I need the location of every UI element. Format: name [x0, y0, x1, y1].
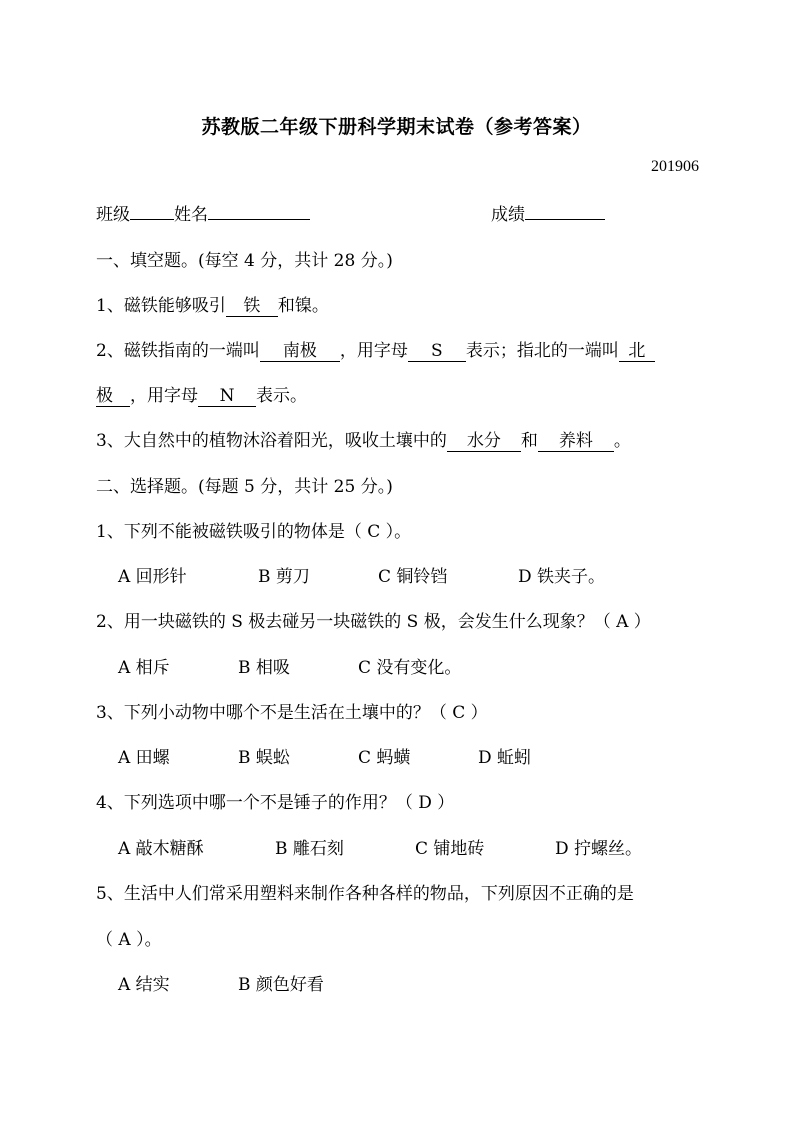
choice-question-5-cont: （ A ）。: [96, 930, 162, 950]
option-b: B 相吸: [238, 658, 290, 678]
choice-question-2: 2、用一块磁铁的 S 极去碰另一块磁铁的 S 极，会发生什么现象？（ A ）: [96, 612, 651, 632]
q2-text-mid3: ，用字母: [130, 386, 198, 406]
score-field[interactable]: [525, 219, 605, 220]
option-a: A 结实: [118, 975, 170, 995]
page-title: 苏教版二年级下册科学期末试卷（参考答案）: [201, 116, 592, 138]
q2-answer-4: N: [198, 386, 256, 407]
choice-options-5: [118, 973, 324, 997]
choice-question-1: 1、下列不能被磁铁吸引的物体是（ C ）。: [96, 522, 412, 542]
option-d: D 拧螺丝。: [555, 839, 643, 859]
option-a: A 田螺: [118, 748, 170, 768]
q1-answer: 铁: [226, 296, 278, 317]
option-a: A 回形针: [118, 567, 187, 587]
q2-text-mid1: ，用字母: [339, 341, 408, 361]
fill-question-3: [96, 429, 699, 453]
choice-options-3: [118, 746, 531, 770]
q2-text-mid2: 表示；指北的一端叫: [465, 341, 619, 361]
q2-answer-3a: 北: [619, 341, 655, 362]
score-group: [491, 203, 605, 227]
q3-text-mid: 和: [520, 431, 538, 451]
option-c: C 蚂蟥: [358, 748, 411, 768]
q2-text-end: 表示。: [256, 386, 307, 406]
q3-answer-2: 养料: [538, 431, 614, 452]
class-label: 班级: [96, 205, 130, 225]
exam-code: 201906: [651, 158, 699, 175]
choice-options-2: [118, 656, 461, 680]
q3-text-end: 。: [613, 431, 631, 451]
fill-question-2-cont: [96, 384, 699, 408]
q2-text: 2、磁铁指南的一端叫: [96, 341, 260, 361]
option-b: B 雕石刻: [275, 839, 344, 859]
choice-question-5: 5、生活中人们常采用塑料来制作各种各样的物品，下列原因不正确的是: [96, 884, 634, 904]
option-c: C 铜铃铛: [378, 567, 448, 587]
option-a: A 相斥: [118, 658, 170, 678]
q2-answer-2: S: [408, 341, 466, 362]
option-b: B 颜色好看: [238, 975, 324, 995]
name-field[interactable]: [208, 219, 310, 220]
option-d: D 铁夹子。: [518, 567, 606, 587]
q2-answer-1: 南极: [260, 341, 340, 362]
option-d: D 蚯蚓: [478, 748, 532, 768]
q3-text: 3、大自然中的植物沐浴着阳光，吸收土壤中的: [96, 431, 447, 451]
score-label: 成绩: [491, 205, 525, 225]
fill-question-2: [96, 339, 699, 363]
choice-question-3: 3、下列小动物中哪个不是生活在土壤中的？（ C ）: [96, 703, 488, 723]
q2-answer-3b: 极: [96, 386, 130, 407]
section1-heading: 一、填空题。(每空 4 分，共计 28 分。): [96, 251, 393, 271]
name-label: 姓名: [174, 205, 208, 225]
option-c: C 铺地砖: [415, 839, 485, 859]
option-b: B 蜈蚣: [238, 748, 290, 768]
choice-options-1: [118, 565, 605, 589]
class-field[interactable]: [130, 219, 174, 220]
fill-question-1: [96, 294, 699, 318]
option-c: C 没有变化。: [358, 658, 462, 678]
q3-answer-1: 水分: [447, 431, 521, 452]
choice-options-4: [118, 837, 642, 861]
section2-heading: 二、选择题。(每题 5 分，共计 25 分。): [96, 477, 393, 497]
option-a: A 敲木糖酥: [118, 839, 204, 859]
student-info-line: [96, 203, 699, 227]
choice-question-4: 4、下列选项中哪一个不是锤子的作用？（ D ）: [96, 793, 455, 813]
q1-text-end: 和镍。: [277, 296, 329, 316]
q1-text: 1、磁铁能够吸引: [96, 296, 226, 316]
option-b: B 剪刀: [258, 567, 310, 587]
